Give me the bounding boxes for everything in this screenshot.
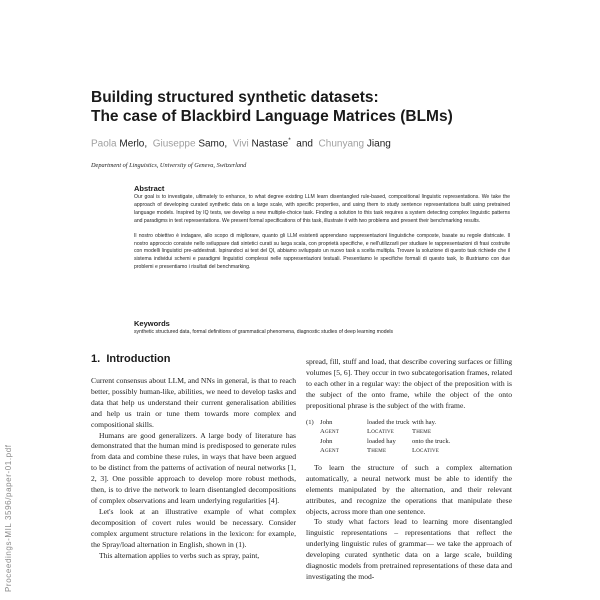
right-column bbox=[306, 357, 512, 583]
author-list bbox=[91, 137, 571, 149]
author-1-last: Merlo, bbox=[119, 138, 148, 150]
affiliation: Department of Linguistics, University of Geneva, Switzerland bbox=[91, 162, 247, 169]
example-cell: onto the truck. bbox=[412, 437, 451, 445]
keywords-heading: Keywords bbox=[134, 319, 170, 328]
abstract-heading: Abstract bbox=[134, 184, 165, 193]
section-title: Introduction bbox=[106, 353, 171, 365]
example-cell: John bbox=[320, 437, 333, 445]
paper-title bbox=[91, 88, 561, 126]
title-line-2: The case of Blackbird Language Matrices (BLMs) bbox=[91, 108, 453, 125]
author-2-first: Giuseppe bbox=[152, 138, 196, 150]
arxiv-side-identifier bbox=[4, 432, 14, 600]
example-cell: loaded hay bbox=[367, 437, 396, 445]
example-row bbox=[306, 446, 512, 456]
author-3-last: Nastase bbox=[251, 138, 289, 150]
example-row bbox=[306, 437, 512, 447]
abstract-english: Our goal is to investigate, ultimately to enhance, to what degree existing LLM learn disentangled rule-based, compositional linguistic representations. We take the approach of developing curated synthetic data on a large scale, with specific properties, and using them to study sentence representations built using pretrained language models. Inspired by IQ tests, we develop a new multiple-choice task. Finding a solution to this task requires a system detecting complex linguistic patterns and paradigms in text representations. We present formal specifications of this task, illustrate it with two problems and present their benchmarking results. bbox=[134, 194, 510, 224]
title-line-1: Building structured synthetic datasets: bbox=[91, 89, 379, 106]
keywords-block bbox=[134, 319, 510, 336]
section-heading bbox=[91, 353, 170, 365]
example-1 bbox=[306, 418, 512, 456]
author-3-first: Vivi bbox=[232, 138, 249, 150]
intro-paragraph-4: This alternation applies to verbs such as spray, paint, bbox=[99, 550, 260, 560]
author-2-last: Samo, bbox=[198, 138, 228, 150]
author-4-last: Jiang bbox=[366, 138, 391, 150]
right-paragraph-3: To study what factors lead to learning more disentangled linguistic representations – representations that reflect the underlying linguistic rules of grammar— we take the approach of developing curated synthetic data on a large scale, building diagnostic models from pretrained representations of these data and investigating the mod- bbox=[306, 517, 512, 581]
intro-paragraph-1: Current consensus about LLM, and NNs in general, is that to reach better, possibly human-like, abilities, we need to develop tasks and data that help us understand their current generalisation abilities and help us train or tune them towards more complex and compositional skills. bbox=[91, 376, 296, 429]
example-cell: Agent bbox=[320, 428, 340, 436]
left-column bbox=[91, 376, 296, 561]
example-cell: loaded the truck bbox=[367, 418, 410, 426]
right-paragraph-1: spread, fill, stuff and load, that describe covering surfaces or filling volumes [5, 6]. They occur in two subcategorisation frames, related to each other in a regular way: the object of the preposition with is the subject of the onto frame, while the object of the onto prepositional phrase is the subject of the with frame. bbox=[306, 357, 512, 410]
author-conjunction: and bbox=[296, 138, 313, 150]
example-cell: John bbox=[320, 418, 333, 426]
section-number: 1. bbox=[91, 353, 101, 365]
example-cell: with hay. bbox=[412, 418, 437, 426]
example-cell: Theme bbox=[367, 447, 387, 455]
author-1-first: Paola bbox=[91, 138, 117, 150]
intro-paragraph-2: Humans are good generalizers. A large body of literature has demonstrated that the human mind is predisposed to generate rules from data and combine these rules, in ways that have been argued to be distinct from the patterns of activation of neural networks [1, 2, 3]. One possible approach to develop more robust methods, then, is to drive the network to learn disentangled decompositions of complex observations and learn underlying regularities [4]. bbox=[91, 430, 296, 505]
abstract-italian: Il nostro obiettivo è indagare, allo scopo di migliorare, quanto gli LLM esistenti apprendano rappresentazioni linguistiche composte, basate su regole districate. Il nostro approccio consiste nello sviluppare dati sintetici curati su larga scala, con proprietà specifiche, e nell'utilizzarli per studiare le rappresentazioni di frasi costruite con modelli linguistici pre-addestrati. Ispirandoci ai test del QI, abbiamo sviluppato un nuovo task a scelta multipla. Trovare la soluzione di questo task richiede che il sistema individui schemi e paradigmi linguistici complessi nelle rappresentazioni testuali. Presentiamo le specifiche formali di questo task, lo illustriamo con due problemi e presentiamo i risultati del benchmarking. bbox=[134, 232, 510, 271]
abstract-block bbox=[134, 184, 510, 272]
example-cell: Agent bbox=[320, 447, 340, 455]
example-number: (1) bbox=[306, 418, 314, 426]
right-paragraph-2: To learn the structure of such a complex alternation automatically, a neural network must be able to identify the elements manipulated by the alternation, and their relevant attributes, and recognize the operations that manipulate these objects, across more than one sentence. bbox=[306, 462, 512, 516]
keywords-text: synthetic structured data, formal definitions of grammatical phenomena, diagnostic studies of deep learning models bbox=[134, 329, 394, 335]
intro-paragraph-3: Let's look at an illustrative example of what complex decomposition of covert rules would be necessary. Consider complex argument structure relations in the lexicon: for example, the Spray/load alternation in English, shown in (1). bbox=[91, 506, 296, 549]
example-cell: Locative bbox=[367, 428, 395, 436]
side-id-text: Proceedings-MIL 3596/paper-01.pdf bbox=[4, 444, 13, 592]
example-cell: Theme bbox=[412, 428, 432, 436]
author-3-mark: * bbox=[288, 137, 291, 144]
author-4-first: Chunyang bbox=[318, 138, 365, 150]
example-row bbox=[306, 418, 512, 428]
example-cell: Locative bbox=[412, 447, 440, 455]
example-row bbox=[306, 427, 512, 437]
